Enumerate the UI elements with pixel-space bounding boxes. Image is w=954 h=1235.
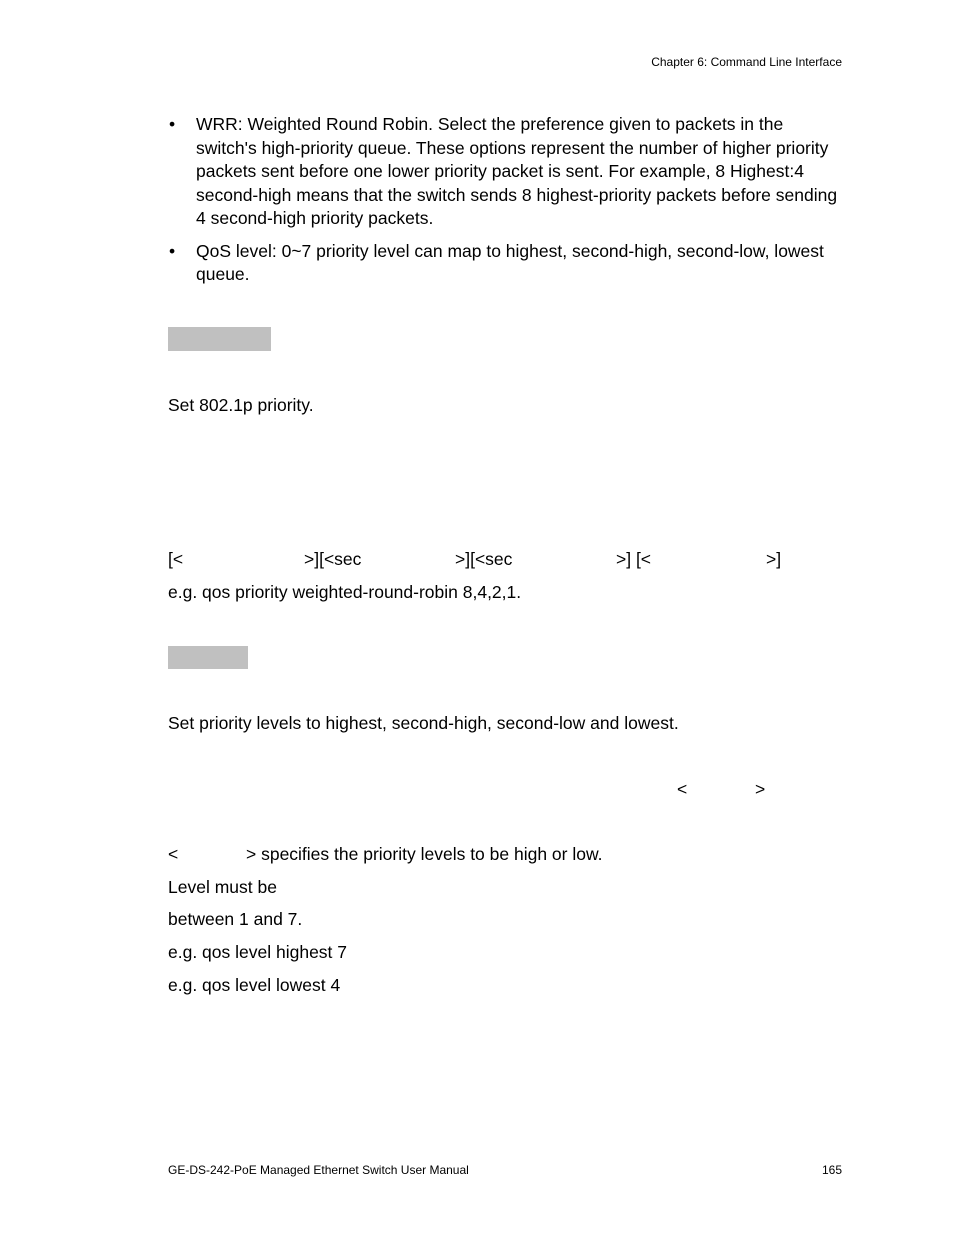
bullet-icon: • bbox=[169, 240, 176, 261]
footer-manual-title: GE-DS-242-PoE Managed Ethernet Switch User Manual bbox=[168, 1163, 469, 1177]
section1-description: Set 802.1p priority. bbox=[168, 395, 314, 415]
bullet-text: WRR: Weighted Round Robin. Select the preference given to packets in the switch's high-priority queue. These options represent the number of higher priority packets sent before one lower priority packet is sent. For example, 8 Highest:4 second-high means that the switch sends 8 highest-priority packets before sending 4 second-high priority packets. bbox=[196, 114, 838, 228]
bullet-item-qos-level bbox=[168, 240, 848, 287]
redacted-heading-block bbox=[168, 646, 248, 669]
bullet-item-wrr bbox=[168, 113, 848, 231]
syntax-fragment: < bbox=[677, 779, 688, 799]
bullet-list bbox=[168, 113, 848, 296]
example-highest: e.g. qos level highest 7 bbox=[168, 942, 348, 962]
section2-description: Set priority levels to highest, second-high, second-low and lowest. bbox=[168, 713, 679, 733]
syntax-fragment: >][<sec bbox=[304, 549, 362, 569]
param-description: > specifies the priority levels to be high or low. bbox=[246, 844, 603, 864]
example-lowest: e.g. qos level lowest 4 bbox=[168, 975, 341, 995]
section1-example: e.g. qos priority weighted-round-robin 8,4,2,1. bbox=[168, 582, 522, 602]
param-open-bracket: < bbox=[168, 844, 179, 864]
syntax-fragment: [< bbox=[168, 549, 184, 569]
syntax-fragment: > bbox=[755, 779, 766, 799]
bullet-icon: • bbox=[169, 114, 176, 134]
level-note-line2: between 1 and 7. bbox=[168, 909, 303, 929]
bullet-text: QoS level: 0~7 priority level can map to highest, second-high, second-low, lowest queue. bbox=[196, 240, 824, 284]
syntax-fragment: >][<sec bbox=[455, 549, 513, 569]
redacted-heading-block bbox=[168, 327, 271, 351]
syntax-fragment: >] bbox=[766, 549, 782, 569]
page-number: 165 bbox=[821, 1163, 842, 1177]
level-note-line1: Level must be bbox=[168, 877, 277, 897]
chapter-header: Chapter 6: Command Line Interface bbox=[651, 55, 842, 69]
syntax-fragment: >] [< bbox=[616, 549, 652, 569]
